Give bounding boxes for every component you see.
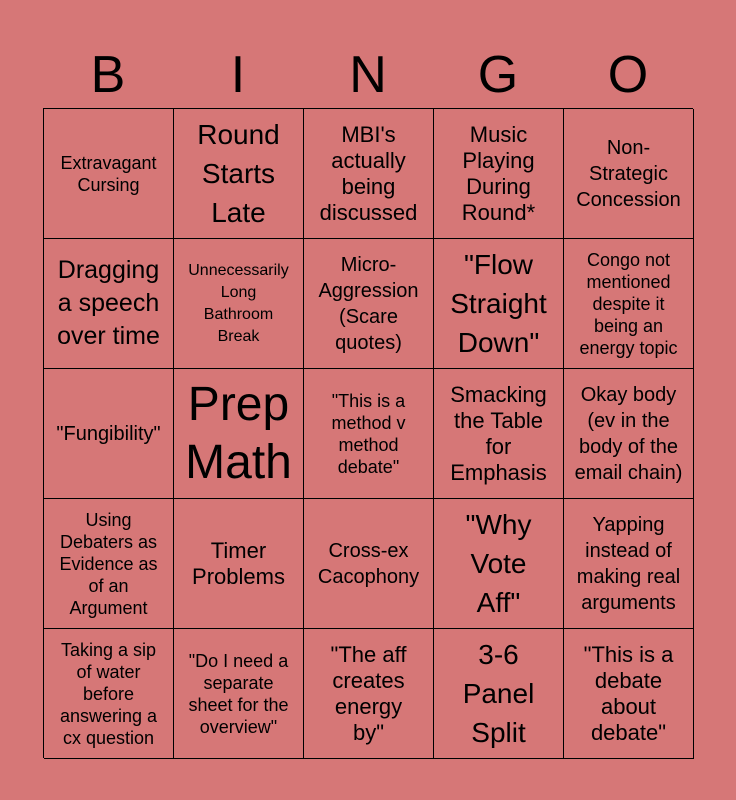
cell-text: Unnecessarily Long Bathroom Break (188, 261, 289, 345)
cell-text: "The aff creates energy by" (330, 641, 407, 745)
bingo-cell[interactable] (434, 109, 564, 239)
bingo-cell[interactable] (564, 629, 694, 759)
bingo-cell[interactable] (434, 369, 564, 499)
bingo-cell[interactable] (44, 239, 174, 369)
bingo-cell[interactable] (564, 499, 694, 629)
header-letter-i: I (230, 46, 246, 104)
cell-text: Congo not mentioned despite it being an energy topic (579, 249, 678, 358)
cell-text: "Do I need a separate sheet for the overview" (188, 650, 289, 737)
bingo-cell[interactable] (174, 499, 304, 629)
header-letter-b: B (90, 46, 126, 104)
cell-text: Prep Math (185, 377, 292, 489)
cell-text: MBI's actually being discussed (319, 121, 418, 225)
bingo-cell[interactable] (44, 109, 174, 239)
bingo-cell[interactable] (304, 369, 434, 499)
cell-text: "Fungibility" (56, 422, 161, 445)
bingo-cell[interactable] (564, 109, 694, 239)
bingo-cell[interactable] (304, 109, 434, 239)
bingo-board (43, 108, 693, 758)
cell-text: Cross-ex Cacophony (317, 539, 420, 588)
cell-text: Dragging a speech over time (57, 256, 160, 350)
cell-text: Extravagant Cursing (60, 152, 157, 195)
cell-text: "This is a debate about debate" (583, 641, 674, 745)
cell-text: Okay body (ev in the body of the email chain) (574, 383, 683, 484)
bingo-header (43, 42, 693, 108)
bingo-cell[interactable] (434, 499, 564, 629)
cell-text: Taking a sip of water before answering a cx question (59, 639, 158, 748)
cell-text: Yapping instead of making real arguments (576, 513, 681, 614)
bingo-cell[interactable] (44, 499, 174, 629)
cell-text: "This is a method v method debate" (331, 390, 406, 477)
bingo-cell[interactable] (174, 369, 304, 499)
cell-text: Timer Problems (192, 537, 285, 589)
bingo-cell[interactable] (564, 369, 694, 499)
cell-text: Micro- Aggression (Scare quotes) (318, 253, 419, 354)
cell-text: Music Playing During Round* (461, 121, 536, 225)
bingo-cell[interactable] (304, 629, 434, 759)
bingo-cell[interactable] (174, 109, 304, 239)
header-letter-o: O (607, 46, 649, 104)
bingo-cell[interactable] (304, 499, 434, 629)
cell-text: 3-6 Panel Split (462, 639, 535, 748)
cell-text: Smacking the Table for Emphasis (450, 381, 547, 485)
bingo-cell[interactable] (174, 239, 304, 369)
cell-text: Using Debaters as Evidence as of an Argument (59, 509, 158, 618)
bingo-cell[interactable] (564, 239, 694, 369)
cell-text: Round Starts Late (197, 119, 280, 228)
bingo-cell[interactable] (44, 629, 174, 759)
bingo-cell[interactable] (434, 239, 564, 369)
cell-text: "Flow Straight Down" (450, 249, 547, 358)
bingo-cell[interactable] (434, 629, 564, 759)
cell-text: "Why Vote Aff" (465, 509, 532, 618)
bingo-cell[interactable] (174, 629, 304, 759)
header-letter-g: G (477, 46, 519, 104)
bingo-cell[interactable] (44, 369, 174, 499)
header-letter-n: N (349, 46, 387, 104)
bingo-cell[interactable] (304, 239, 434, 369)
cell-text: Non- Strategic Concession (576, 136, 681, 211)
